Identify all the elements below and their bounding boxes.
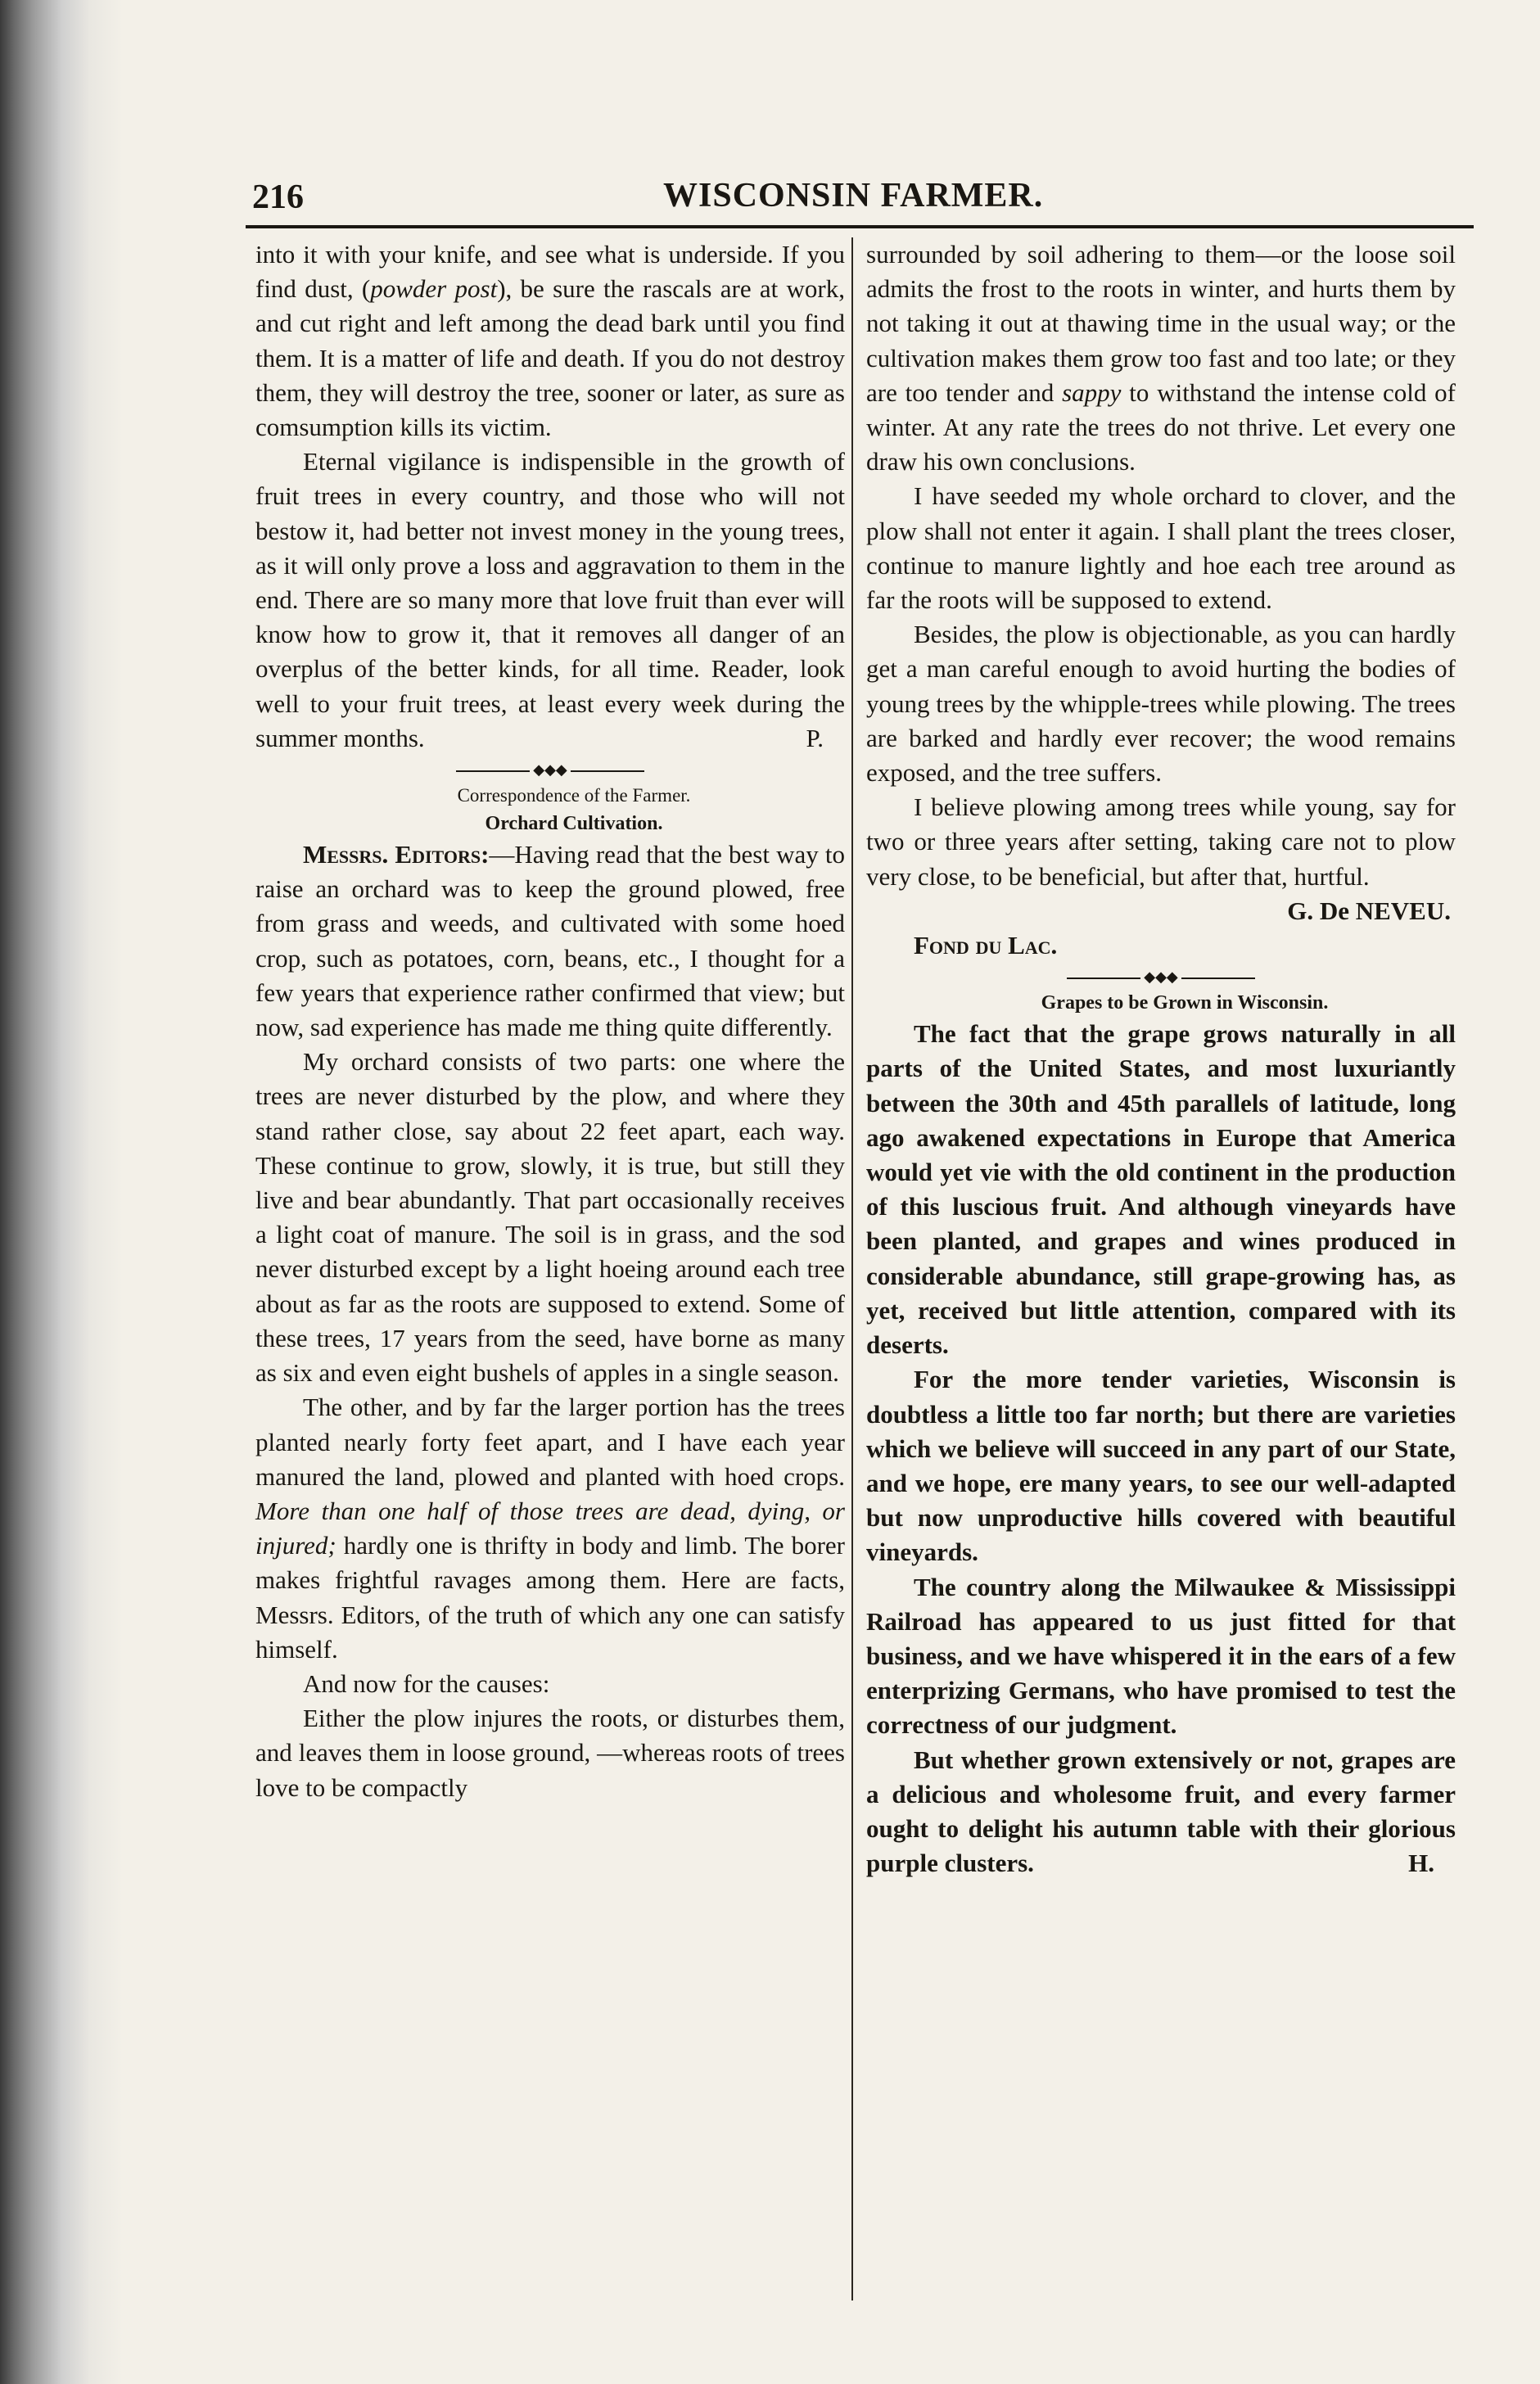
article-title: Orchard Cultivation. bbox=[485, 813, 663, 835]
diamond-ornament-icon-2: ◆◆◆ bbox=[1140, 966, 1181, 987]
newspaper-page bbox=[246, 160, 1474, 2321]
letter-cont-text-b: to withstand the intense cold of winter. At any rate the trees do not thrive. Let every one draw his own conclusions. bbox=[866, 377, 1456, 476]
powder-post-italic: powder post bbox=[370, 274, 498, 304]
grapes-paragraph-3: The country along the Milwaukee & Mississippi Railroad has appeared to us just fitted for that business, and we have whispered it in the ears of a few enterprizing Germans, who have promised to test the correctness of our judgment. bbox=[866, 1572, 1456, 1740]
continued-paragraph bbox=[255, 237, 845, 445]
salutation: Messrs. Editors: bbox=[303, 840, 490, 869]
letter-paragraph-8: I believe plowing among trees while young, say for two or three years after setting, taking care not to plow very close, to be beneficial, but after that, hurtful. bbox=[866, 792, 1456, 891]
left-column bbox=[255, 237, 845, 1805]
grapes-signature: H. bbox=[1408, 1849, 1434, 1878]
letter-signature: G. De NEVEU. bbox=[1287, 896, 1451, 925]
letter-text-1: —Having read that the best way to raise an orchard was to keep the ground plowed, free from grass and weeds, and cultivated with some hoed crop, such as potatoes, corn, beans, etc., I thought for a few years that experience rather confirmed that view; but now, sad experience has made me thing quite differently. bbox=[255, 840, 845, 1042]
diamond-ornament-icon: ◆◆◆ bbox=[530, 759, 571, 780]
letter-paragraph-2: My orchard consists of two parts: one where the trees are never disturbed by the plow, and where they stand rather close, say about 22 feet apart, each way. These continue to grow, slowly, it is true, but still they live and bear abundantly. That part occasionally receives a light coat of manure. The soil is in grass, and the sod never disturbed except by a light hoeing around each tree about as far as the roots are supposed to extend. Some of these trees, 17 years from the seed, have borne as many as six and even eight bushels of apples in a single season. bbox=[255, 1047, 845, 1388]
vigilance-paragraph bbox=[255, 445, 845, 756]
page-number: 216 bbox=[252, 178, 304, 216]
article2-title: Grapes to be Grown in Wisconsin. bbox=[1041, 992, 1329, 1014]
letter-text-3b: hardly one is thrifty in body and limb. The borer makes frightful ravages among them. Here are facts, Messrs. Editors, of the truth of which any one can satisfy himself. bbox=[255, 1531, 845, 1664]
letter-text-3a: The other, and by far the larger portion has the trees planted nearly forty feet apart, and I have each year manured the land, plowed and planted with hoed crops. bbox=[255, 1393, 845, 1491]
letter-paragraph-6: I have seeded my whole orchard to clover, and the plow shall not enter it again. I shall plant the trees closer, continue to manure lightly and hoe each tree around as far the roots will be supposed to extend. bbox=[866, 481, 1456, 615]
letter-cont-text-a: surrounded by soil adhering to them—or the loose soil admits the frost to the roots in winter, and hurts them by not taking it out at thawing time in the usual way; or the cultivation makes them grow too fast and too late; or they are too tender and bbox=[866, 240, 1456, 407]
opening-text: into it with your knife, and see what is underside. If you find dust, ( bbox=[255, 240, 845, 304]
right-column bbox=[866, 237, 1456, 1881]
book-binding-edge bbox=[0, 0, 123, 2384]
grapes-paragraph-1: The fact that the grape grows naturally in all parts of the United States, and most luxuriantly between the 30th and 45th parallels of latitude, long ago awakened expectations in Europe that America would yet vie with the old continent in the production of this luscious fruit. And although vineyards have been planted, and grapes and wines produced in considerable abundance, still grape-growing has, as yet, received but little attention, compared with its deserts. bbox=[866, 1019, 1456, 1360]
vigilance-text: Eternal vigilance is indispensible in the growth of fruit trees in every country, and those who will not bestow it, had better not invest money in the young trees, as it will only prove a loss and aggravation to them in the end. There are so many more that love fruit than ever will know how to grow it, that it removes all danger of an overplus of the better kinds, for all time. Reader, look well to your fruit trees, at least every week during the summer months. bbox=[255, 447, 845, 752]
letter-paragraph-1 bbox=[255, 838, 845, 1045]
letter-text-3-italic: More than one half of those trees are dead, dying, or injured; bbox=[255, 1496, 845, 1560]
letter-paragraph-7: Besides, the plow is objectionable, as you can hardly get a man careful enough to avoid hurting the bodies of young trees by the whipple-trees while plowing. The trees are barked and hardly ever recover; the wood remains exposed, and the tree suffers. bbox=[866, 620, 1456, 788]
section-divider-ornament-2 bbox=[1067, 968, 1255, 986]
opening-text-end: ), be sure the rascals are at work, and cut right and left among the dead bark until you find them. It is a matter of life and death. If you do not destroy them, they will destroy the tree, sooner or later, as sure as comsumption kills its victim. bbox=[255, 274, 845, 442]
letter-place: Fond du Lac. bbox=[914, 931, 1058, 960]
vigilance-signature: P. bbox=[806, 723, 824, 752]
header-rule bbox=[246, 225, 1474, 228]
page-header bbox=[246, 160, 1474, 233]
letter-paragraph-5: Either the plow injures the roots, or disturbes them, and leaves them in loose ground, —whereas roots of trees love to be compactly bbox=[255, 1704, 845, 1802]
section-divider-ornament bbox=[456, 761, 644, 779]
letter-paragraph-3 bbox=[255, 1390, 845, 1667]
letter-paragraph-4: And now for the causes: bbox=[303, 1668, 550, 1698]
sappy-italic: sappy bbox=[1062, 377, 1122, 407]
running-title: WISCONSIN FARMER. bbox=[663, 177, 1044, 214]
column-rule bbox=[851, 237, 853, 2300]
grapes-paragraph-2: For the more tender varieties, Wisconsin is doubtless a little too far north; but there are varieties which we believe will succeed in any part of our State, and we hope, ere many years, to see our well-adapted but now unproductive hills covered with beautiful vineyards. bbox=[866, 1365, 1456, 1567]
correspondence-kicker: Correspondence of the Farmer. bbox=[457, 785, 691, 806]
grapes-text-4: But whether grown extensively or not, grapes are a delicious and wholesome fruit, and every farmer ought to delight his autumn table with their glorious purple clusters. bbox=[866, 1745, 1456, 1878]
letter-continued-paragraph bbox=[866, 237, 1456, 479]
grapes-paragraph-4 bbox=[866, 1743, 1456, 1881]
